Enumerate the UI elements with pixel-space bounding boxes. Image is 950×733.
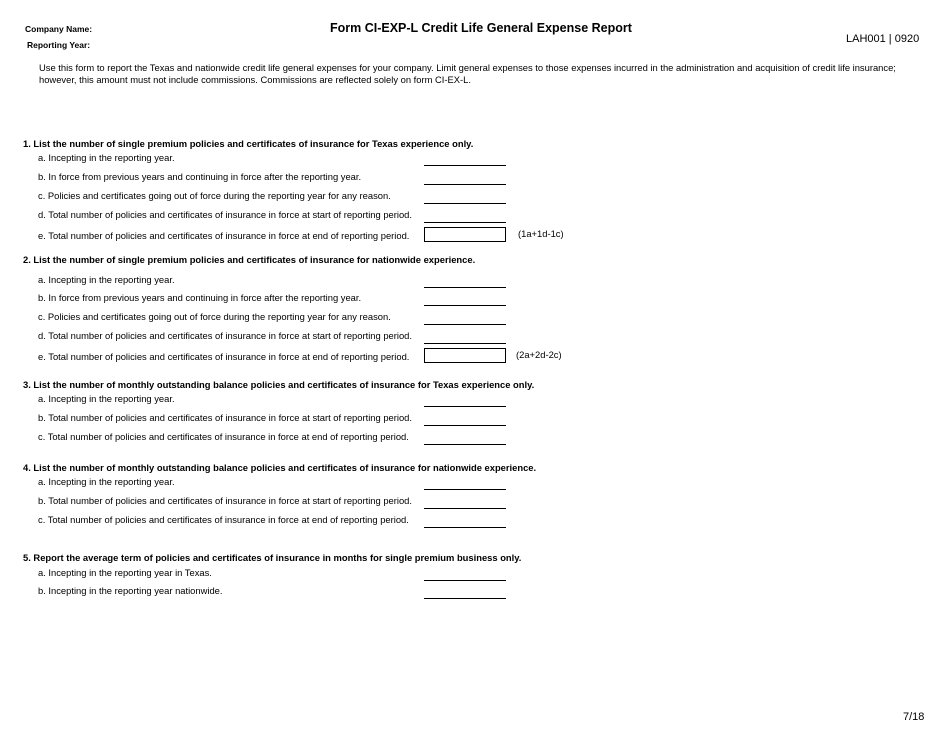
q5a-field[interactable] (424, 580, 506, 581)
q5-item-b: b. Incepting in the reporting year nationwide. (38, 585, 223, 596)
q4-item-b: b. Total number of policies and certificates of insurance in force at start of reporting period. (38, 495, 412, 506)
q5b-field[interactable] (424, 598, 506, 599)
q5-item-a: a. Incepting in the reporting year in Texas. (38, 567, 212, 578)
q3a-field[interactable] (424, 406, 506, 407)
page-number: 7/18 (903, 711, 925, 723)
q2c-field[interactable] (424, 324, 506, 325)
q1-item-a: a. Incepting in the reporting year. (38, 152, 175, 163)
intro-text: Use this form to report the Texas and nationwide credit life general expenses for your company. Limit general expenses to those expenses incurred in the administration and acquisition of credit life insurance; however, this amount must not include commissions. Commissions are reflected solely on form CI-EX-L. (39, 62, 896, 85)
q2e-total-box[interactable] (424, 348, 506, 363)
q1b-field[interactable] (424, 184, 506, 185)
q2-item-a: a. Incepting in the reporting year. (38, 274, 175, 285)
reporting-year-label: Reporting Year: (27, 40, 91, 50)
q1-item-d: d. Total number of policies and certificates of insurance in force at start of reporting period. (38, 209, 412, 220)
q4b-field[interactable] (424, 508, 506, 509)
q2d-field[interactable] (424, 343, 506, 344)
q1-heading: 1. List the number of single premium policies and certificates of insurance for Texas experience only. (23, 138, 474, 149)
q1-formula: (1a+1d-1c) (518, 228, 564, 239)
q4a-field[interactable] (424, 489, 506, 490)
q2-formula: (2a+2d-2c) (516, 349, 562, 360)
form-code: LAH001 | 0920 (846, 33, 920, 45)
q2-item-e: e. Total number of policies and certificates of insurance in force at end of reporting period. (38, 351, 410, 362)
q4-item-a: a. Incepting in the reporting year. (38, 476, 175, 487)
q1d-field[interactable] (424, 222, 506, 223)
q5-heading: 5. Report the average term of policies and certificates of insurance in months for single premium business only. (23, 552, 522, 563)
q1-item-c: c. Policies and certificates going out of force during the reporting year for any reason. (38, 190, 391, 201)
form-title: Form CI-EXP-L Credit Life General Expense Report (330, 21, 632, 35)
q3c-field[interactable] (424, 444, 506, 445)
q1a-field[interactable] (424, 165, 506, 166)
q2-item-d: d. Total number of policies and certificates of insurance in force at start of reporting period. (38, 330, 412, 341)
q2a-field[interactable] (424, 287, 506, 288)
q3b-field[interactable] (424, 425, 506, 426)
q1-item-e: e. Total number of policies and certificates of insurance in force at end of reporting period. (38, 230, 410, 241)
q2-heading: 2. List the number of single premium policies and certificates of insurance for nationwide experience. (23, 254, 476, 265)
company-name-label: Company Name: (25, 24, 93, 34)
q3-item-c: c. Total number of policies and certificates of insurance in force at end of reporting period. (38, 431, 409, 442)
q2-item-b: b. In force from previous years and continuing in force after the reporting year. (38, 292, 362, 303)
q4c-field[interactable] (424, 527, 506, 528)
q3-item-a: a. Incepting in the reporting year. (38, 393, 175, 404)
q2b-field[interactable] (424, 305, 506, 306)
q3-item-b: b. Total number of policies and certificates of insurance in force at start of reporting period. (38, 412, 412, 423)
q1c-field[interactable] (424, 203, 506, 204)
q1-item-b: b. In force from previous years and continuing in force after the reporting year. (38, 171, 362, 182)
q4-item-c: c. Total number of policies and certificates of insurance in force at end of reporting period. (38, 514, 409, 525)
q1e-total-box[interactable] (424, 227, 506, 242)
q2-item-c: c. Policies and certificates going out of force during the reporting year for any reason. (38, 311, 391, 322)
q4-heading: 4. List the number of monthly outstanding balance policies and certificates of insurance for nationwide experience. (23, 462, 537, 473)
q3-heading: 3. List the number of monthly outstanding balance policies and certificates of insurance for Texas experience only. (23, 379, 535, 390)
